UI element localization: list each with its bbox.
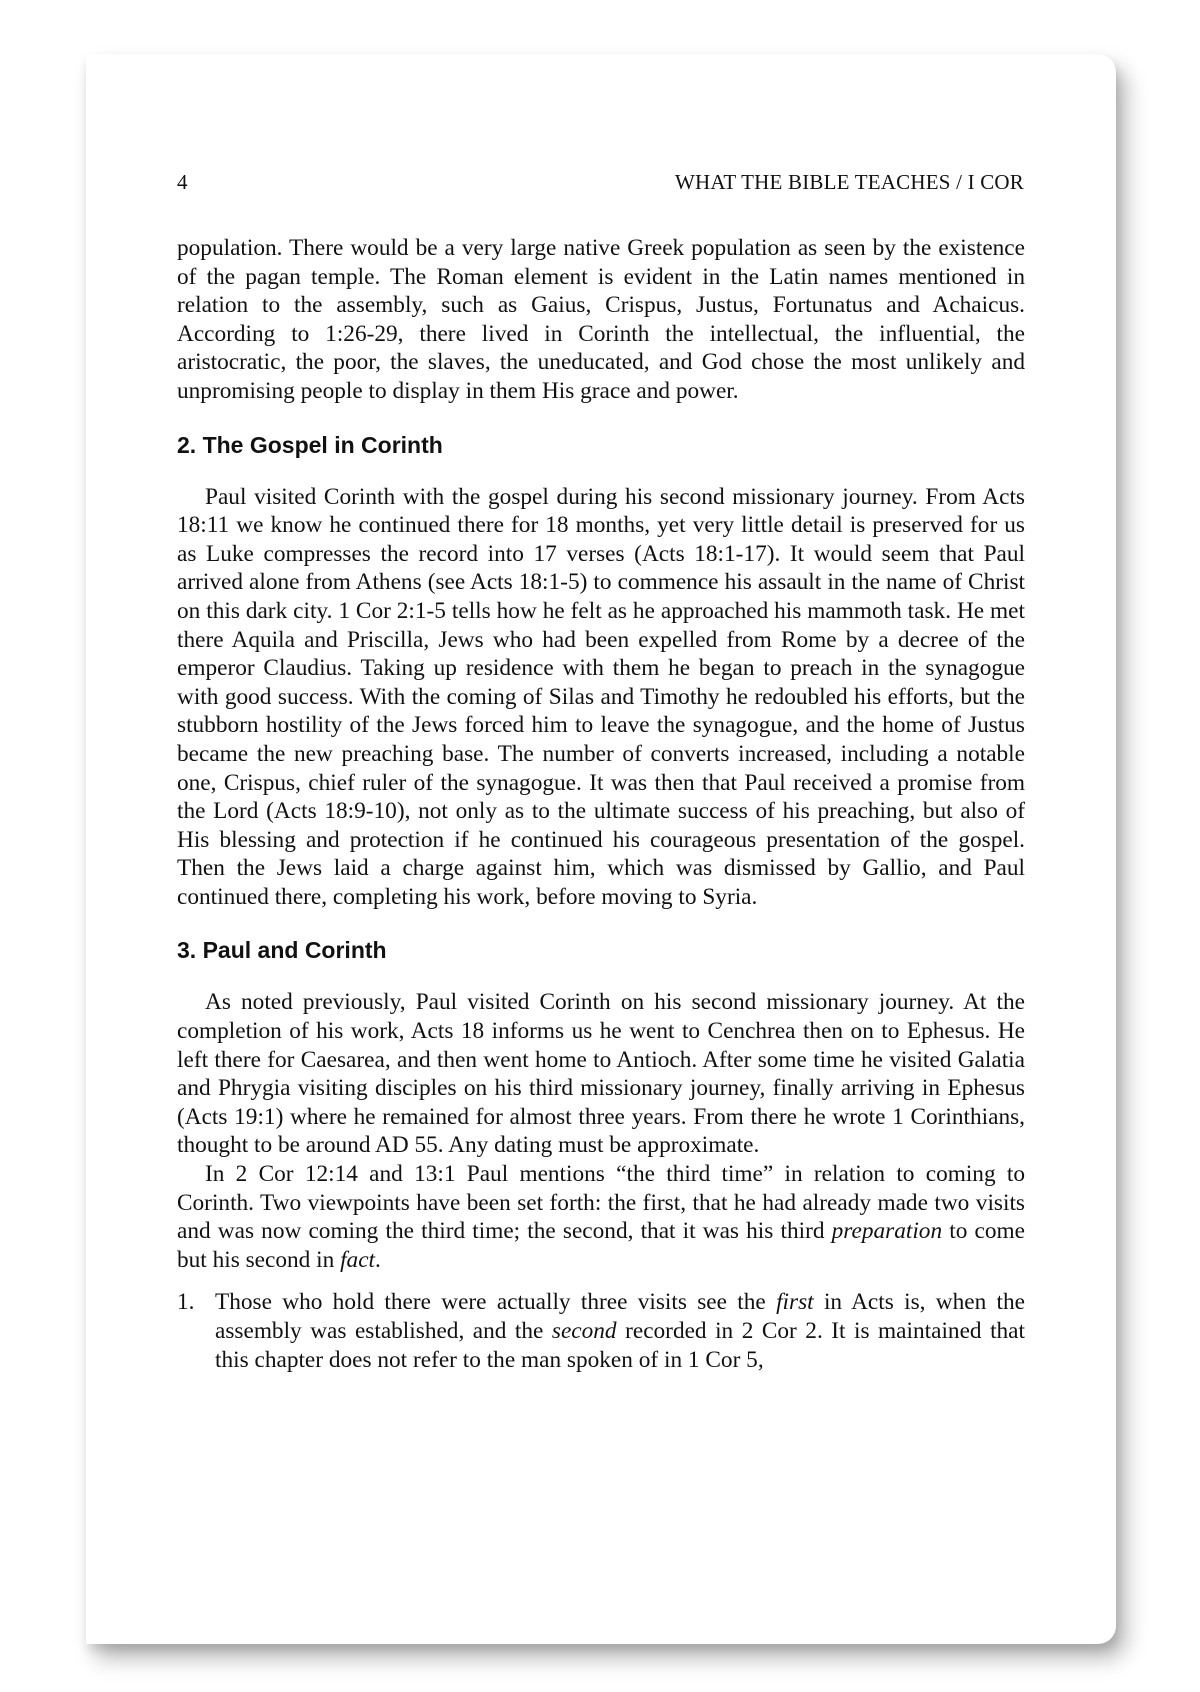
section-heading-paul: 3. Paul and Corinth	[177, 937, 387, 964]
list-text	[215, 1288, 1025, 1374]
list-text-part: recorded in 2 Cor 2. It is maintained that this chapter does not refer to the man spoken of in 1 Cor 5,	[215, 1318, 1025, 1373]
italic-fact: fact	[340, 1246, 376, 1273]
list-text-part: in Acts is, when the assembly was established, and the	[215, 1289, 1025, 1344]
section-heading-gospel: 2. The Gospel in Corinth	[177, 431, 443, 458]
running-header	[177, 170, 1024, 195]
paul-paragraph-2	[177, 1160, 1025, 1274]
gospel-paragraph: Paul visited Corinth with the gospel during his second missionary journey. From Acts 18:11 we know he continued there for 18 months, yet very little detail is preserved for us as Luke compresses the record into 17 verses (Acts 18:1-17). It would seem that Paul arrived alone from Athens (see Acts 18:1-5) to commence his assault in the name of Christ on this dark city. 1 Cor 2:1-5 tells how he felt as he approached his mammoth task. He met there Aquila and Priscilla, Jews who had been expelled from Rome by a decree of the emperor Claudius. Taking up residence with them he began to preach in the synagogue with good success. With the coming of Silas and Timothy he redoubled his efforts, but the stubborn hostility of the Jews forced him to leave the synagogue, and the home of Justus became the new preaching base. The number of converts increased, including a notable one, Crispus, chief ruler of the synagogue. It was then that Paul received a promise from the Lord (Acts 18:9-10), not only as to the ultimate success of his preaching, but also of His blessing and protection if he continued his courageous presentation of the gospel. Then the Jews laid a charge against him, which was dismissed by Gallio, and Paul continued there, completing his work, before moving to Syria.	[177, 483, 1025, 910]
paul-paragraph-1: As noted previously, Paul visited Corinth on his second missionary journey. At the completion of his work, Acts 18 informs us he went to Cenchrea then on to Ephesus. He left there for Caesarea, and then went home to Antioch. After some time he visited Galatia and Phrygia visiting disciples on his third missionary journey, finally arriving in Ephesus (Acts 19:1) where he remained for almost three years. From there he wrote 1 Corinthians, thought to be around AD 55. Any dating must be approximate.	[177, 989, 1025, 1159]
list-number: 1.	[177, 1289, 195, 1316]
paragraph-text: In 2 Cor 12:14 and 13:1 Paul mentions “the third time” in relation to coming to Corinth. Two viewpoints have been set forth: the first, that he had already made two visits and was now coming the third time; the second, that it was his third	[177, 1161, 1025, 1245]
page-number: 4	[177, 170, 188, 194]
paragraph-text: .	[375, 1246, 381, 1273]
italic-second: second	[551, 1318, 617, 1344]
italic-first: first	[776, 1289, 814, 1316]
italic-preparation: preparation	[831, 1218, 943, 1245]
running-title: WHAT THE BIBLE TEACHES / I COR	[674, 170, 1024, 194]
intro-paragraph: population. There would be a very large native Greek population as seen by the existence of the pagan temple. The Roman element is evident in the Latin names mentioned in relation to the assembly, such as Gaius, Crispus, Justus, Fortunatus and Achaicus. According to 1:26-29, there lived in Corinth the intellectual, the influential, the aristocratic, the poor, the slaves, the uneducated, and God chose the most unlikely and unpromising people to display in them His grace and power.	[177, 235, 1025, 404]
list-text-part: Those who hold there were actually three visits see the	[215, 1289, 777, 1316]
page-body	[177, 234, 1025, 1374]
list-item	[177, 1288, 1025, 1374]
paragraph-text: to come but his second in	[177, 1218, 1025, 1273]
